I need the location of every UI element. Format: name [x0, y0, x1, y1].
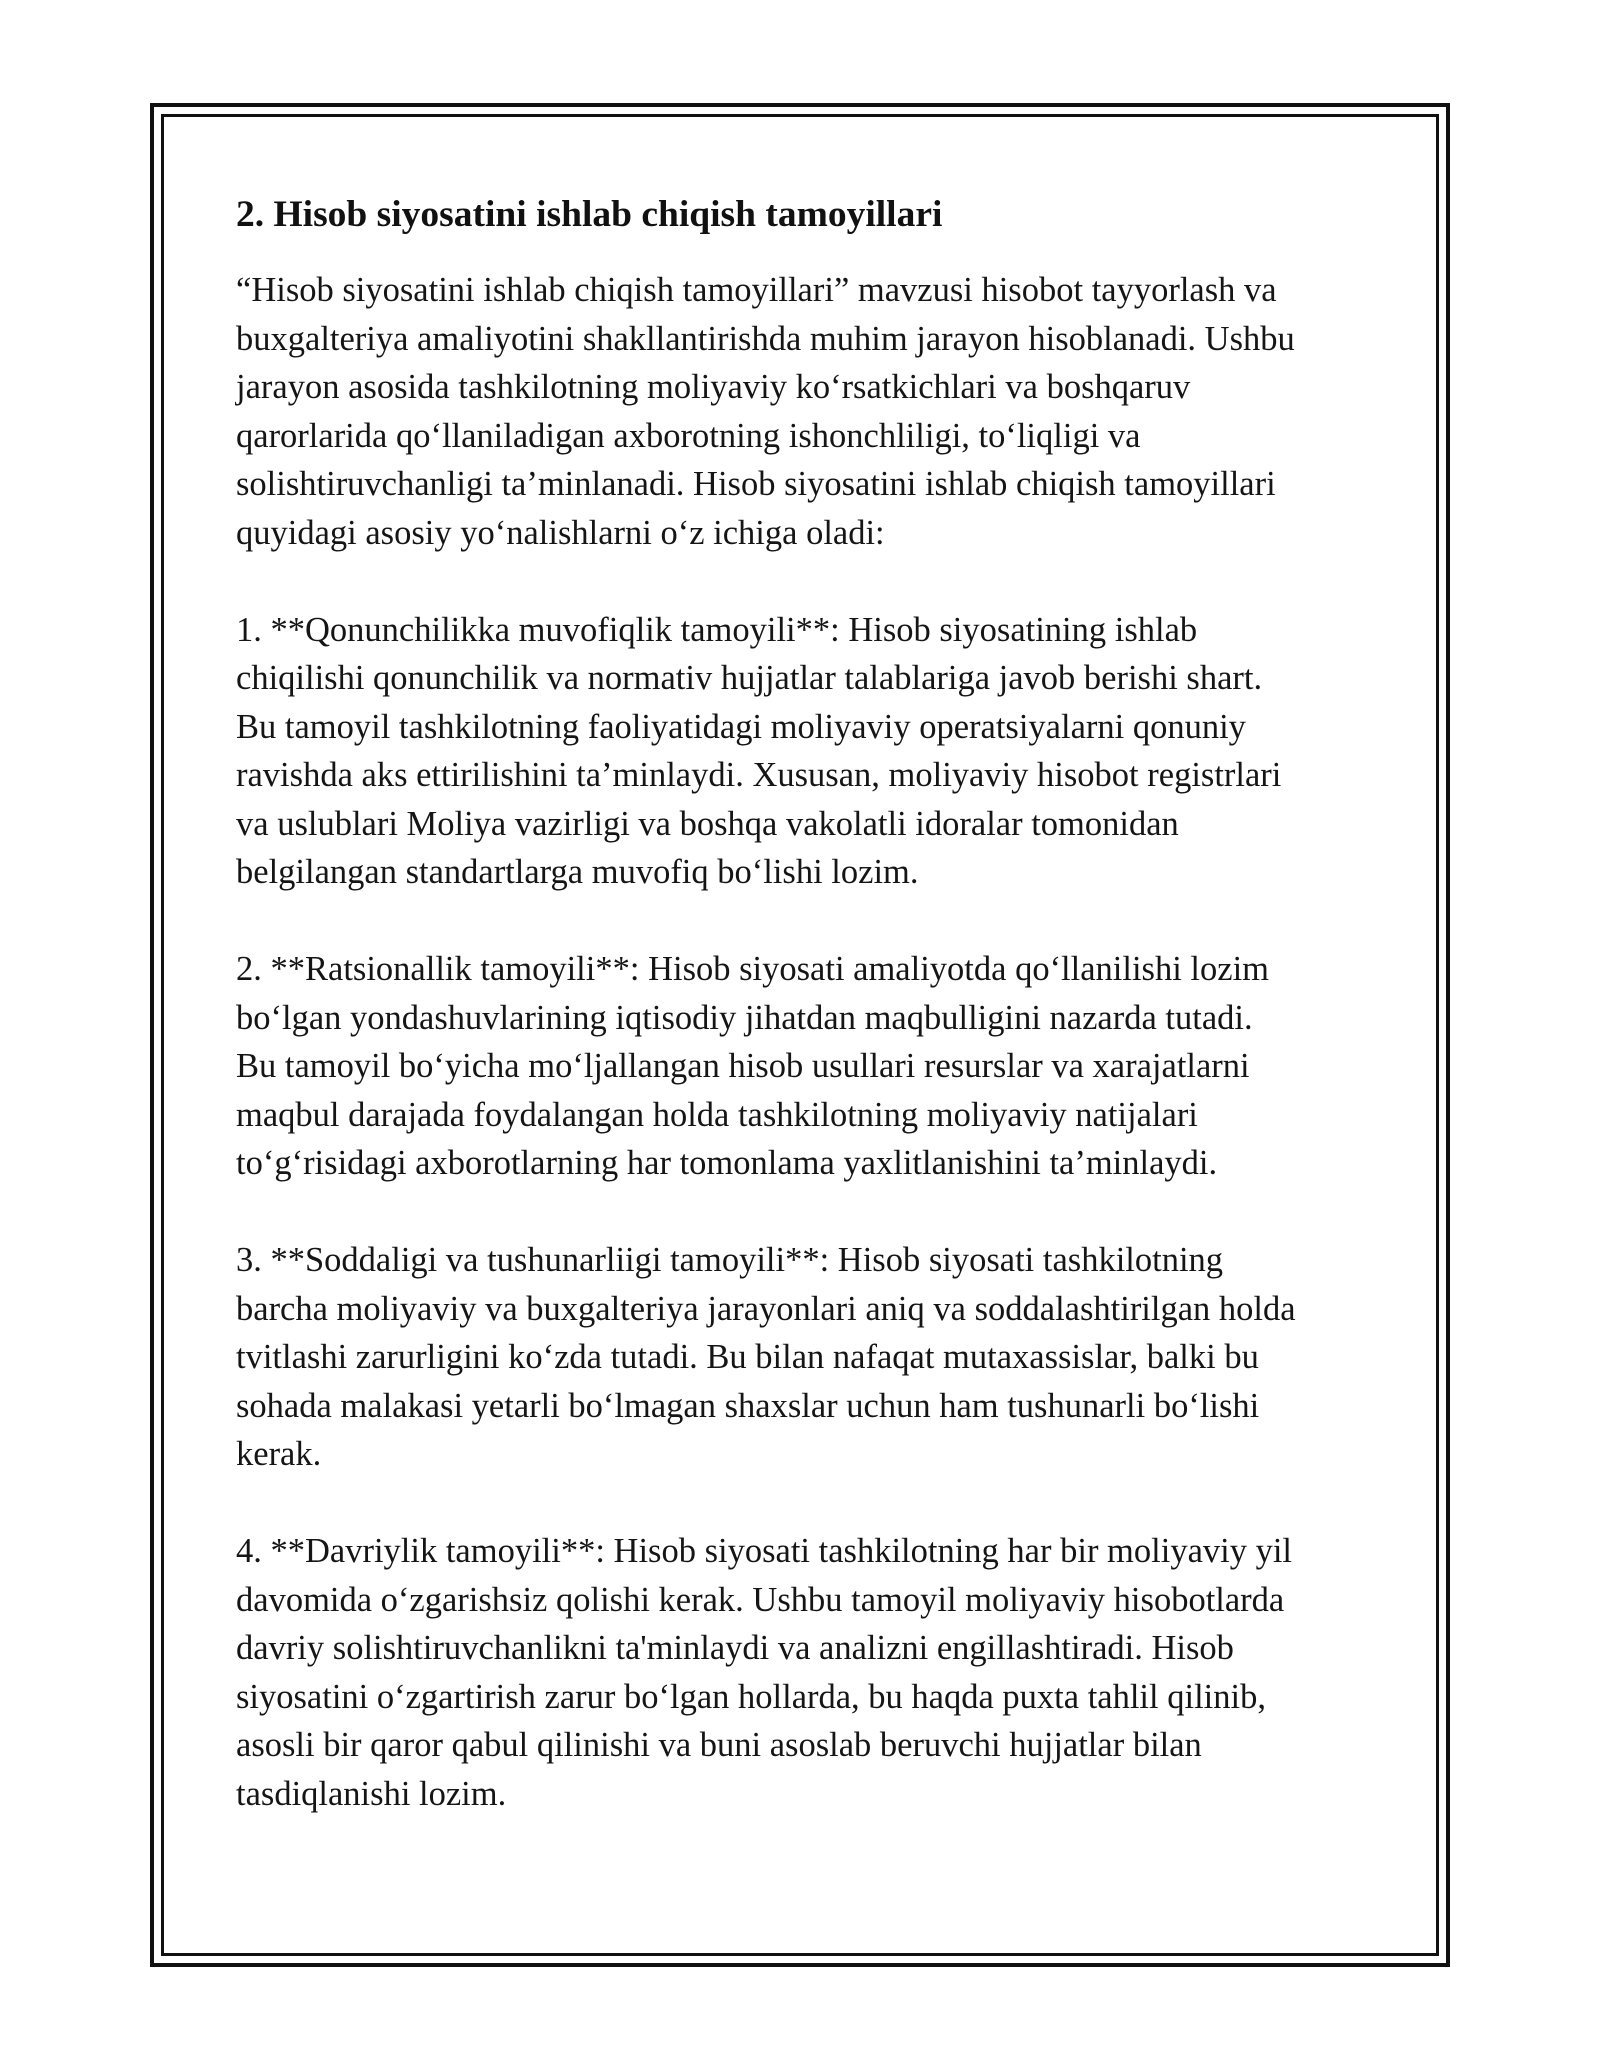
text-line: “Hisob siyosatini ishlab chiqish tamoyillari” mavzusi hisobot tayyorlash va [236, 271, 1277, 309]
text-line: asosli bir qaror qabul qilinishi va buni asoslab beruvchi hujjatlar bilan [236, 1726, 1202, 1764]
text-line: va uslublari Moliya vazirligi va boshqa vakolatli idoralar tomonidan [236, 804, 1179, 843]
text-line: chiqilishi qonunchilik va normativ hujjatlar talablariga javob berishi shart. [236, 659, 1263, 697]
text-line: 2. **Ratsionallik tamoyili**: Hisob siyosati amaliyotda qo‘llanilishi lozim [236, 950, 1269, 988]
principle-paragraph-3 [236, 1236, 1376, 1479]
text-line: 4. **Davriylik tamoyili**: Hisob siyosati tashkilotning har bir moliyaviy yil [236, 1532, 1293, 1570]
text-line: bo‘lgan yondashuvlarining iqtisodiy jihatdan maqbulligini nazarda tutadi. [236, 998, 1253, 1037]
text-line: Bu tamoyil bo‘yicha mo‘ljallangan hisob usullari resurslar va xarajatlarni [236, 1047, 1250, 1085]
text-line: solishtiruvchanligi ta’minlanadi. Hisob siyosatini ishlab chiqish tamoyillari [236, 465, 1276, 503]
intro-paragraph [236, 266, 1376, 557]
text-line: Bu tamoyil tashkilotning faoliyatidagi moliyaviy operatsiyalarni qonuniy [236, 707, 1246, 746]
principle-paragraph-2 [236, 945, 1376, 1188]
text-line: belgilangan standartlarga muvofiq bo‘lishi lozim. [236, 853, 919, 891]
text-line: quyidagi asosiy yo‘nalishlarni o‘z ichiga oladi: [236, 513, 885, 552]
text-line: davomida o‘zgarishsiz qolishi kerak. Ushbu tamoyil moliyaviy hisobotlarda [236, 1580, 1285, 1619]
text-line: 1. **Qonunchilikka muvofiqlik tamoyili**: Hisob siyosatining ishlab [236, 610, 1198, 649]
text-line: barcha moliyaviy va buxgalteriya jarayonlari aniq va soddalashtirilgan holda [236, 1289, 1296, 1328]
text-line: qarorlarida qo‘llaniladigan axborotning ishonchliligi, to‘liqligi va [236, 416, 1141, 455]
text-line: tvitlashi zarurligini ko‘zda tutadi. Bu bilan nafaqat mutaxassislar, balki bu [236, 1338, 1259, 1376]
text-line: ravishda aks ettirilishini ta’minlaydi. Xususan, moliyaviy hisobot registrlari [236, 756, 1282, 794]
text-line: jarayon asosida tashkilotning moliyaviy ko‘rsatkichlari va boshqaruv [236, 368, 1191, 406]
text-line: davriy solishtiruvchanlikni ta'minlaydi va analizni engillashtiradi. Hisob [236, 1629, 1234, 1667]
text-line: siyosatini o‘zgartirish zarur bo‘lgan hollarda, bu haqda puxta tahlil qilinib, [236, 1677, 1266, 1716]
principle-paragraph-1 [236, 606, 1376, 897]
text-line: maqbul darajada foydalangan holda tashkilotning moliyaviy natijalari [236, 1095, 1198, 1134]
paragraph-list [236, 266, 1376, 1818]
section-heading: 2. Hisob siyosatini ishlab chiqish tamoyillari [236, 194, 943, 235]
text-line: to‘g‘risidagi axborotlarning har tomonlama yaxlitlanishini ta’minlaydi. [236, 1144, 1218, 1182]
document-body [236, 186, 1376, 1867]
text-line: buxgalteriya amaliyotini shakllantirishda muhim jarayon hisoblanadi. Ushbu [236, 319, 1295, 358]
text-line: 3. **Soddaligi va tushunarliigi tamoyili**: Hisob siyosati tashkilotning [236, 1241, 1224, 1279]
text-line: sohada malakasi yetarli bo‘lmagan shaxslar uchun ham tushunarli bo‘lishi [236, 1386, 1260, 1425]
text-line: tasdiqlanishi lozim. [236, 1774, 507, 1813]
principle-paragraph-4 [236, 1527, 1376, 1818]
text-line: kerak. [236, 1435, 322, 1473]
